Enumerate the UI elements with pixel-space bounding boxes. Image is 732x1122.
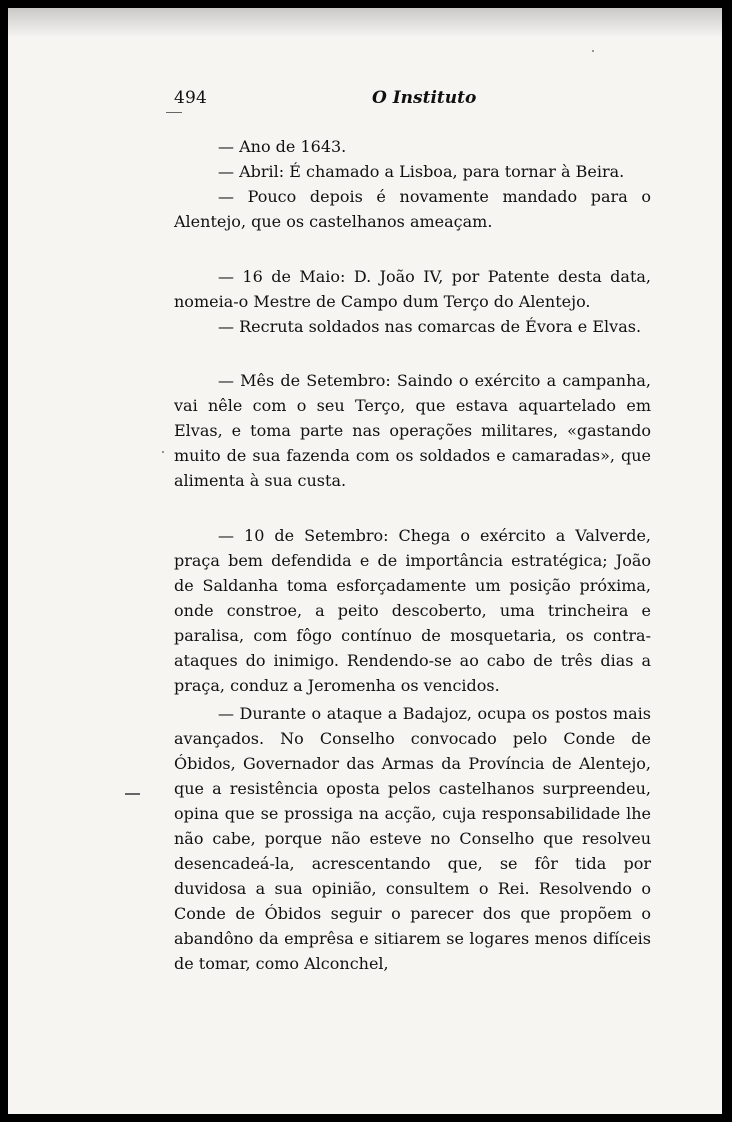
running-head xyxy=(174,88,651,116)
alentejo-entry: — Pouco depois é novamente mandado para o Alentejo, que os castelhanos ameaçam. xyxy=(174,187,651,231)
entry-block-badajoz xyxy=(174,701,651,976)
page-number: 494 xyxy=(174,88,208,108)
journal-title: O Instituto xyxy=(372,88,477,108)
entry-block-1643 xyxy=(174,134,651,234)
entry-block-september-month xyxy=(174,368,651,493)
page-number-underline xyxy=(166,112,182,113)
margin-dash-mark xyxy=(125,793,140,795)
april-entry: — Abril: É chamado a Lisboa, para tornar à Beira. xyxy=(218,162,625,181)
entry-block-may xyxy=(174,264,651,339)
book-page xyxy=(8,8,722,1114)
badajoz-entry: — Durante o ataque a Badajoz, ocupa os postos mais avançados. No Conselho convocado pelo Conde de Óbidos, Governador das Armas da Província de Alentejo, que a resistência oposta pelos castelhanos surpreendeu, opina que se prossiga na acção, cuja responsabilidade lhe não cabe, porque não esteve no Conselho que resolveu desencadeá-la, acrescentando que, se fôr tida por duvidosa a sua opinião, consultem o Rei. Resolvendo o Conde de Óbidos seguir o parecer dos que propõem o abandôno da emprêsa e sitiarem se logares menos difíceis de tomar, como Alconchel, xyxy=(174,704,651,973)
year-entry: — Ano de 1643. xyxy=(218,137,347,156)
may-entry: — 16 de Maio: D. João IV, por Patente desta data, nomeia-o Mestre de Campo dum Terço do Alentejo. xyxy=(174,267,651,311)
entry-block-september-10 xyxy=(174,523,651,698)
recruitment-entry: — Recruta soldados nas comarcas de Évora e Elvas. xyxy=(218,317,642,336)
september-month-entry: — Mês de Setembro: Saindo o exército a campanha, vai nêle com o seu Terço, que estava aquartelado em Elvas, e toma parte nas operações militares, «gastando muito de sua fazenda com os soldados e camaradas», que alimenta à sua custa. xyxy=(174,371,651,490)
september-10-entry: — 10 de Setembro: Chega o exército a Valverde, praça bem defendida e de importância estratégica; João de Saldanha toma esforçadamente um posição próxima, onde constroe, a peito descoberto, uma trincheira e paralisa, com fôgo contínuo de mosquetaria, os contra-ataques do inimigo. Rendendo-se ao cabo de três dias a praça, conduz a Jeromenha os vencidos. xyxy=(174,526,651,695)
paper-speck xyxy=(592,50,594,52)
paper-speck xyxy=(162,451,164,453)
